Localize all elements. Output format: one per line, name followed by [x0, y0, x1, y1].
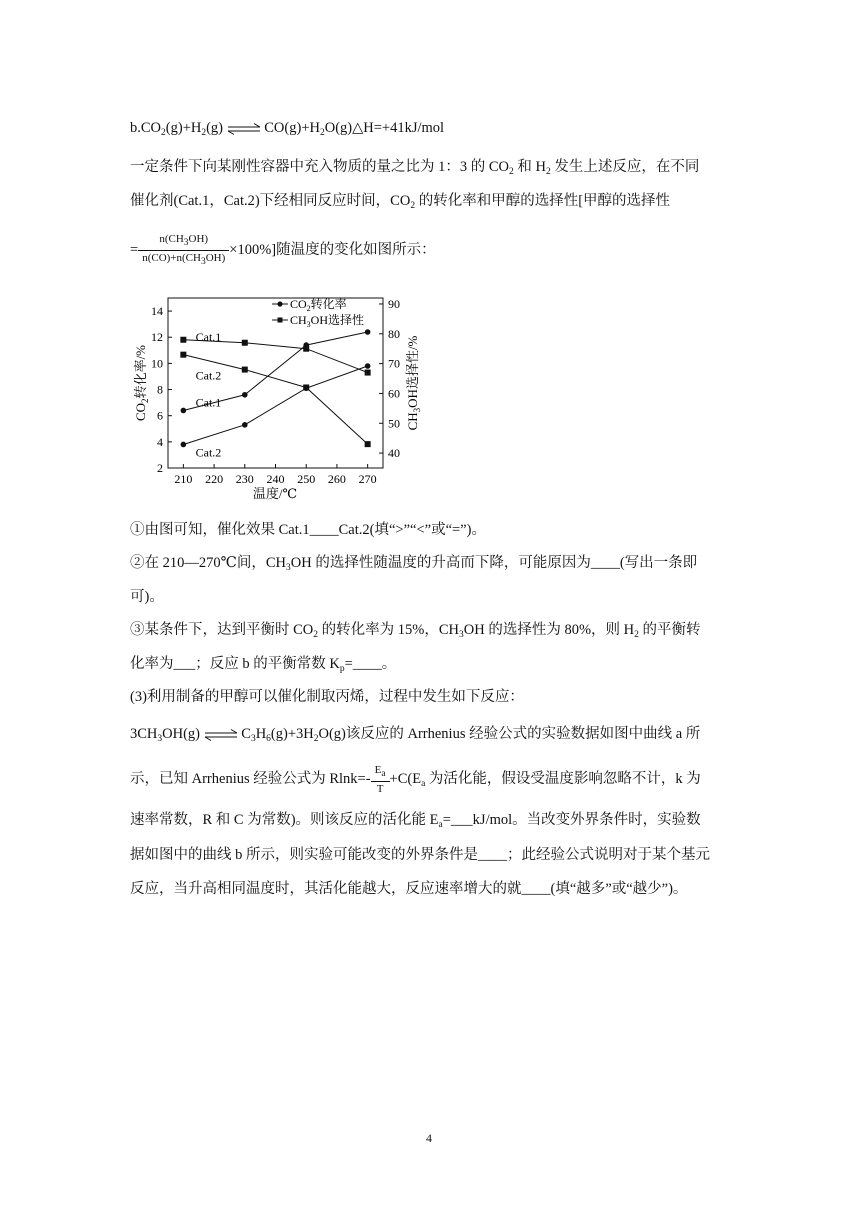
- data-point-circle: [242, 392, 248, 398]
- y-left-tick-label: 4: [157, 434, 163, 449]
- part3-line-2: $3CH_3OH(g)$ $C_3H_6(g)+3H_2O(g)$该反应的 Arrhenius 经验公式的实验数据如图中曲线 a 所: [130, 726, 701, 744]
- y-axis-left-label: $CO_2$转化率/%: [133, 344, 150, 422]
- data-point-square: [242, 367, 248, 373]
- x-tick-label: 240: [266, 472, 285, 486]
- part3-line-3: 示，已知 Arrhenius 经验公式为 Rlnk=- $\frac{E_a}{T}$ $+C(E_a$ 为活化能，假设受温度影响忽略不计，k 为: [130, 764, 701, 795]
- data-point-circle: [181, 408, 187, 414]
- equilibrium-arrow-icon: [204, 729, 238, 741]
- data-point-square: [180, 352, 186, 358]
- y-left-tick-label: 6: [157, 408, 163, 423]
- x-tick-label: 250: [297, 472, 316, 486]
- y-left-tick-label: 10: [151, 356, 163, 371]
- selectivity-fraction: $\frac{n(CH_3OH)}{n(CO)+n(CH_3OH)}$: [138, 232, 229, 269]
- question-3-line-1: ③某条件下，达到平衡时 $CO_2$ 的转化率为 15%，$CH_3OH$ 的选择性为 80%，则 $H_2$ 的平衡转: [130, 622, 701, 640]
- x-tick-label: 270: [358, 472, 377, 486]
- data-point-square: [180, 337, 186, 343]
- x-axis-label: 温度/℃: [252, 486, 298, 501]
- conversion-selectivity-chart: [128, 290, 428, 512]
- y-left-tick-label: 8: [157, 382, 163, 397]
- x-tick-label: 210: [174, 472, 193, 486]
- intro-line-1: 一定条件下向某刚性容器中充入物质的量之比为 1：3 的 $CO_2$ 和 $H_2$ 发生上述反应，在不同: [130, 159, 700, 177]
- x-tick-label: 220: [205, 472, 224, 486]
- y-right-tick-label: 90: [388, 296, 400, 311]
- data-point-circle: [242, 422, 248, 428]
- y-right-tick-label: 50: [388, 416, 400, 431]
- data-point-circle: [365, 363, 371, 369]
- series-annotation: Cat.2: [195, 368, 222, 383]
- data-point-square: [303, 384, 309, 390]
- series-annotation: Cat.1: [195, 329, 222, 344]
- question-2-line-1: ②在 210—270℃间，$CH_3OH$ 的选择性随温度的升高而下降，可能原因为____(写出一条即: [130, 555, 698, 573]
- legend-label-conversion: $CO_2$转化率: [290, 297, 347, 313]
- question-2-line-2: 可)。: [130, 589, 164, 605]
- part3-line-6: 反应，当升高相同温度时，其活化能越大，反应速率增大的就____(填“越多”或“越少”)。: [130, 881, 688, 897]
- equilibrium-arrow-icon: [227, 123, 261, 135]
- data-point-circle: [181, 442, 187, 448]
- question-3-line-2: 化率为___；反应 b 的平衡常数 $K_p=\_\_\_\_$。: [130, 656, 397, 674]
- part3-line-1: (3)利用制备的甲醇可以催化制取丙烯，过程中发生如下反应：: [130, 689, 524, 705]
- chart-legend: [272, 296, 364, 329]
- reaction-b-equation: $b.CO_2(g)+H_2(g)$ $CO(g)+H_2O(g)\triangle H=+41kJ$/mol: [130, 120, 445, 138]
- data-point-square: [303, 346, 309, 352]
- page-number: 4: [426, 1131, 432, 1145]
- y-right-tick-label: 60: [388, 386, 400, 401]
- data-point-square: [365, 370, 371, 376]
- y-right-tick-label: 40: [388, 446, 400, 461]
- y-axis-right-label: $CH_3OH$选择性/%: [405, 335, 422, 431]
- data-point-square: [365, 441, 371, 447]
- y-left-tick-label: 14: [151, 304, 163, 319]
- data-point-circle: [365, 329, 371, 335]
- legend-circle-marker: [277, 301, 282, 306]
- selectivity-formula: = $\frac{n(CH_3OH)}{n(CO)+n(CH_3OH)}$ ×100%]随温度的变化如图所示：: [130, 233, 436, 267]
- data-point-square: [242, 340, 248, 346]
- y-left-tick-label: 12: [151, 330, 163, 345]
- y-left-tick-label: 2: [157, 461, 163, 475]
- legend-square-marker: [278, 318, 283, 323]
- intro-line-2: 催化剂(Cat.1，Cat.2)下经相同反应时间，$CO_2$ 的转化率和甲醇的选择性[甲醇的选择性: [130, 193, 671, 211]
- part3-line-5: 据如图中的曲线 b 所示，则实验可能改变的外界条件是____；此经验公式说明对于某个基元: [130, 847, 710, 863]
- y-right-tick-label: 70: [388, 356, 400, 371]
- legend-label-selectivity: $CH_3OH$选择性: [290, 313, 365, 329]
- arrhenius-fraction: $\frac{E_a}{T}$: [371, 763, 390, 796]
- x-tick-label: 230: [235, 472, 254, 486]
- question-1: ①由图可知，催化效果 Cat.1____Cat.2(填“>”“<”或“=”)。: [130, 522, 486, 538]
- series-annotation: Cat.2: [195, 445, 222, 460]
- x-tick-label: 260: [327, 472, 346, 486]
- series-annotation: Cat.1: [195, 395, 222, 410]
- y-right-tick-label: 80: [388, 326, 400, 341]
- part3-line-4: 速率常数，R 和 C 为常数)。则该反应的活化能 $E_a=\_\_\_kJ$/mol。当改变外界条件时，实验数: [130, 812, 701, 830]
